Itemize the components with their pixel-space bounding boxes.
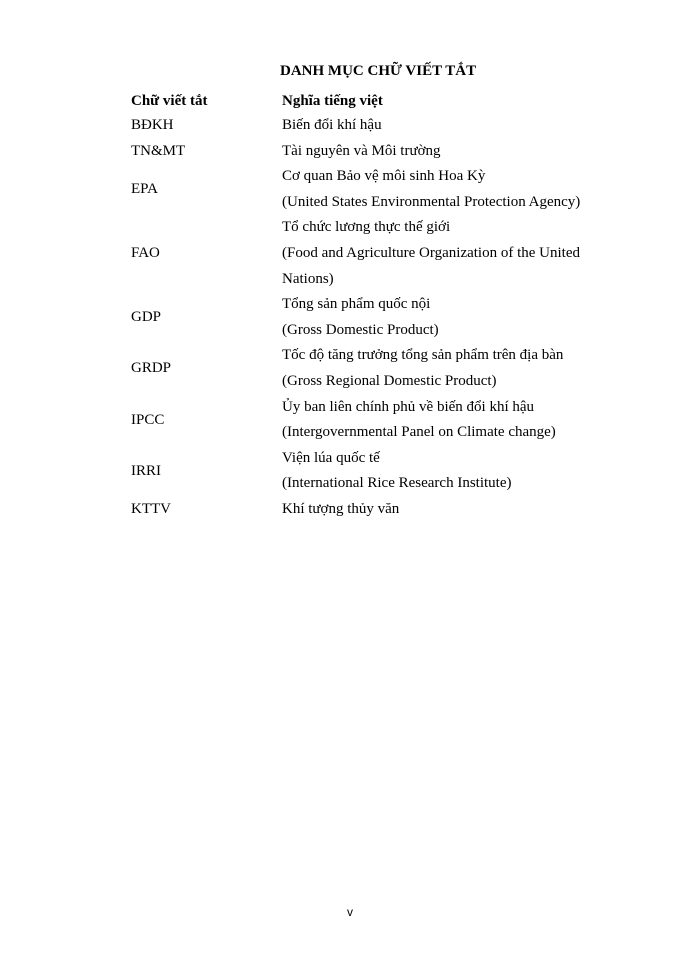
meaning-line: Ủy ban liên chính phủ về biến đổi khí hậu: [282, 398, 535, 415]
meaning-line: Tổng sản phẩm quốc nội: [282, 296, 431, 313]
meaning-cell: [282, 164, 602, 215]
page-title: DANH MỤC CHỮ VIẾT TẮT: [280, 63, 477, 79]
meaning-cell: [282, 139, 602, 165]
abbreviation-cell: IPCC: [131, 411, 165, 428]
meaning-line: (United States Environmental Protection Agency): [282, 193, 581, 210]
meaning-line: Cơ quan Bảo vệ môi sinh Hoa Kỳ: [282, 168, 486, 185]
meaning-cell: [282, 113, 602, 139]
abbreviation-cell: GDP: [131, 309, 162, 326]
meaning-cell: [282, 446, 602, 497]
abbreviation-cell: BĐKH: [131, 117, 174, 134]
meaning-line: (Gross Regional Domestic Product): [282, 372, 497, 389]
meaning-cell: [282, 343, 602, 394]
meaning-line: (International Rice Research Institute): [282, 475, 512, 492]
table-header: [0, 89, 700, 113]
meaning-cell: [282, 395, 602, 446]
meaning-line: Viện lúa quốc tế: [282, 449, 380, 466]
meaning-line: (Gross Domestic Product): [282, 321, 439, 338]
page-number: v: [347, 905, 353, 919]
table-row: [0, 292, 700, 343]
meaning-line: Khí tượng thủy văn: [282, 500, 400, 517]
meaning-line: Tốc độ tăng trưởng tổng sản phẩm trên địa bàn: [282, 347, 564, 364]
meaning-line: (Food and Agriculture Organization of the United: [282, 244, 580, 261]
abbreviation-cell: EPA: [131, 181, 158, 198]
header-meaning: Nghĩa tiếng việt: [282, 93, 383, 109]
table-row: [0, 215, 700, 292]
abbreviation-cell: TN&MT: [131, 142, 186, 159]
abbreviation-cell: IRRI: [131, 462, 161, 479]
meaning-line: Nations): [282, 270, 334, 287]
meaning-cell: [282, 215, 602, 292]
table-row: [0, 395, 700, 446]
abbreviation-cell: GRDP: [131, 360, 172, 377]
meaning-line: Tài nguyên và Môi trường: [282, 142, 441, 159]
meaning-cell: [282, 292, 602, 343]
table-row: [0, 113, 700, 139]
abbreviation-table: [0, 113, 700, 523]
table-row: [0, 343, 700, 394]
meaning-line: (Intergovernmental Panel on Climate change): [282, 424, 556, 441]
header-abbreviation: Chữ viết tắt: [131, 93, 208, 109]
abbreviation-cell: FAO: [131, 245, 160, 262]
meaning-cell: [282, 497, 602, 523]
abbreviation-cell: KTTV: [131, 501, 171, 518]
meaning-line: Tổ chức lương thực thế giới: [282, 219, 451, 236]
table-row: [0, 164, 700, 215]
meaning-line: Biến đổi khí hậu: [282, 117, 382, 133]
table-row: [0, 139, 700, 165]
table-row: [0, 446, 700, 497]
table-row: [0, 497, 700, 523]
